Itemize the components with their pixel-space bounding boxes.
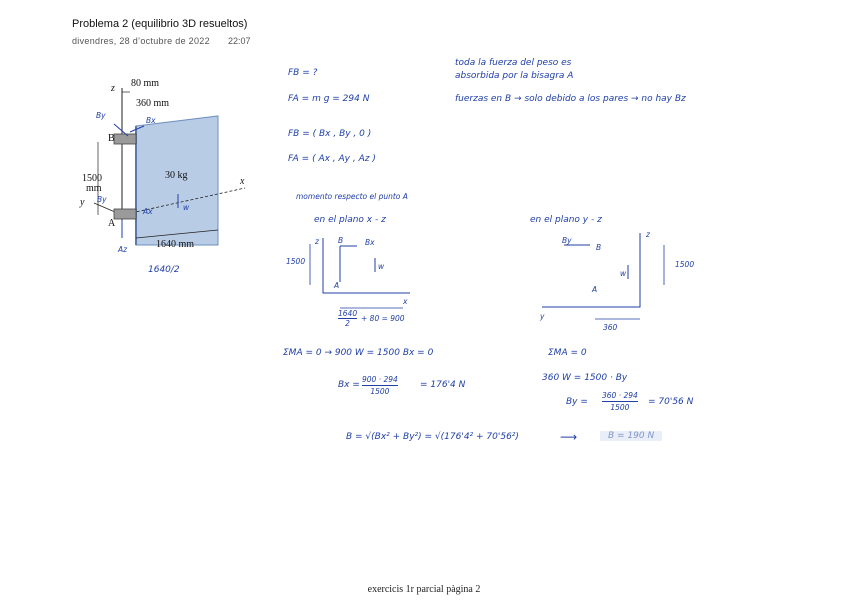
axis-x-label: x: [240, 176, 245, 187]
ink-half-label: 1640/2: [148, 265, 180, 275]
sketch-xz-x: x: [403, 297, 408, 306]
sketch-xz-w: w: [378, 262, 385, 271]
page-date: divendres, 28 d’octubre de 2022: [72, 36, 210, 46]
sketch-yz-by: By: [562, 236, 572, 245]
eq-by-den: 1500: [610, 403, 630, 412]
hinge-b: [114, 134, 136, 144]
eq-bx-result: = 176'4 N: [420, 380, 466, 390]
dim-top-label: 80 mm: [131, 78, 160, 89]
sketch-xz-h: 1500: [286, 257, 306, 266]
point-b-label: B: [108, 133, 115, 144]
ink-ax-label: Ax: [143, 207, 153, 216]
axis-y-label: y: [80, 197, 85, 208]
eq-xz-sum: ΣMA = 0 → 900 W = 1500 Bx = 0: [283, 348, 434, 358]
page-time: 22:07: [228, 36, 251, 46]
note-fb-vector: FB = ( Bx , By , 0 ): [288, 129, 372, 139]
eq-by-lhs: By =: [566, 397, 588, 407]
dim-height-unit: mm: [86, 183, 102, 194]
eq-b-magnitude: B = √(Bx² + By²) = √(176'4² + 70'56²): [346, 432, 519, 442]
sketch-xz-frac-den: 2: [345, 319, 350, 328]
note-fb-unknown: FB = ?: [288, 68, 318, 78]
eq-by-frac: [602, 390, 638, 413]
note-moment-title: momento respecto el punto A: [296, 192, 408, 201]
sketch-yz-z: z: [646, 230, 650, 239]
sketch-yz-h: 1500: [675, 260, 695, 269]
ink-w-label: w: [183, 203, 190, 212]
eq-yz-sum: ΣMA = 0: [548, 348, 587, 358]
sketch-xz-frac: [338, 309, 357, 328]
sketch-xz-b: B: [338, 236, 344, 245]
sketch-yz-plane: [530, 225, 710, 335]
sketch-xz-frac-rest: + 80 = 900: [361, 314, 405, 323]
sketch-yz-y: y: [540, 312, 545, 321]
eq-yz-eq: 360 W = 1500 · By: [542, 373, 628, 383]
note-plane-xz: en el plano x - z: [314, 215, 386, 225]
eq-by-result: = 70'56 N: [648, 397, 694, 407]
dim-height-label: 1500: [82, 173, 102, 184]
note-hinge-line2: absorbida por la bisagra A: [455, 71, 574, 81]
eq-bx-lhs: Bx =: [338, 380, 360, 390]
dim-offset-label: 360 mm: [136, 98, 170, 109]
sketch-xz-bx: Bx: [365, 238, 375, 247]
hinge-a: [114, 209, 136, 219]
note-fa-vector: FA = ( Ax , Ay , Az ): [288, 154, 376, 164]
sketch-xz-a: A: [334, 281, 340, 290]
ink-az-label: Az: [118, 245, 128, 254]
eq-bx-frac: [362, 374, 398, 397]
axis-z-label: z: [111, 83, 115, 94]
sketch-yz-b: B: [596, 243, 602, 252]
page-title: Problema 2 (equilibrio 3D resueltos): [72, 18, 248, 30]
note-fa-value: FA = m g = 294 N: [288, 94, 370, 104]
eq-bx-num: 900 · 294: [362, 375, 398, 384]
sketch-xz-z: z: [315, 237, 319, 246]
dim-width-label: 1640 mm: [156, 239, 195, 250]
mass-label: 30 kg: [165, 170, 188, 181]
note-pairs: fuerzas en B → solo debido a los pares → no hay Bz: [455, 94, 686, 104]
ink-by2-label: By: [97, 195, 107, 204]
sketch-yz-a: A: [592, 285, 598, 294]
sketch-yz-w: w: [620, 269, 627, 278]
eq-bx-den: 1500: [370, 387, 390, 396]
note-plane-yz: en el plano y - z: [530, 215, 602, 225]
sketch-yz-d: 360: [603, 323, 618, 332]
eq-by-num: 360 · 294: [602, 391, 638, 400]
eq-b-result: B = 190 N: [600, 431, 662, 441]
page-footer: exercicis 1r parcial pàgina 2: [367, 584, 481, 595]
point-a-label: A: [108, 218, 116, 229]
ink-bx-label: Bx: [146, 116, 156, 125]
eq-arrow: ⟶: [560, 430, 578, 444]
ink-by-label: By: [96, 111, 106, 120]
sketch-xz-frac-num: 1640: [338, 309, 358, 318]
note-hinge-line1: toda la fuerza del peso es: [455, 58, 572, 68]
